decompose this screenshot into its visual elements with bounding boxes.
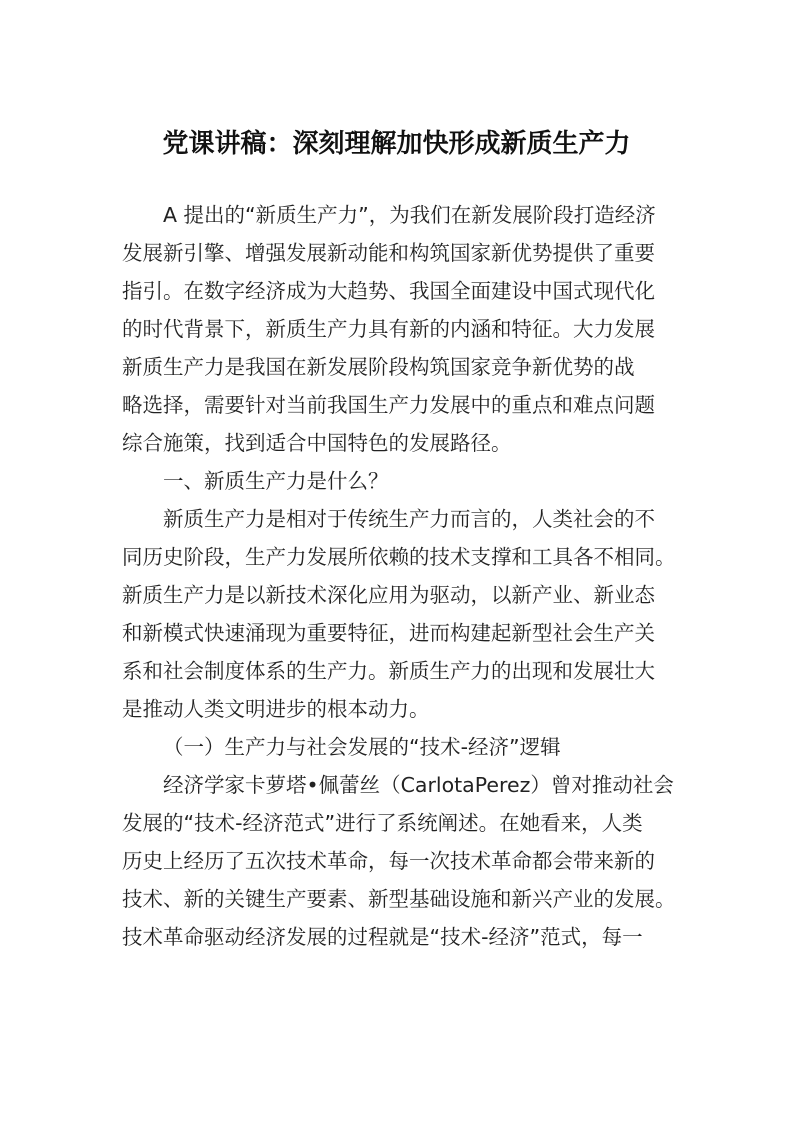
paragraph-line: 综合施策，找到适合中国特色的发展路径。 — [122, 431, 512, 455]
paragraph-line: 历史上经历了五次技术革命，每一次技术革命都会带来新的 — [122, 849, 655, 873]
paragraph-line: 技术、新的关键生产要素、新型基础设施和新兴产业的发展。 — [122, 887, 676, 911]
paragraph-line: 新质生产力是以新技术深化应用为驱动，以新产业、新业态 — [122, 583, 655, 607]
paragraph-line: 系和社会制度体系的生产力。新质生产力的出现和发展壮大 — [122, 659, 655, 683]
paragraph-line: 同历史阶段，生产力发展所依赖的技术支撑和工具各不相同。 — [122, 545, 676, 569]
paragraph-line: 略选择，需要针对当前我国生产力发展中的重点和难点问题 — [122, 393, 655, 417]
paragraph-line: 发展新引擎、增强发展新动能和构筑国家新优势提供了重要 — [122, 241, 655, 265]
paragraph-line: A 提出的“新质生产力”，为我们在新发展阶段打造经济 — [163, 203, 656, 227]
paragraph-line: 发展的“技术-经济范式”进行了系统阐述。在她看来，人类 — [122, 811, 643, 835]
section-heading: 一、新质生产力是什么？ — [163, 469, 389, 493]
subsection-heading: （一）生产力与社会发展的“技术-经济”逻辑 — [163, 735, 561, 759]
paragraph-line: 的时代背景下，新质生产力具有新的内涵和特征。大力发展 — [122, 317, 655, 341]
paragraph-line: 新质生产力是我国在新发展阶段构筑国家竞争新优势的战 — [122, 355, 635, 379]
paragraph-line: 和新模式快速涌现为重要特征，进而构建起新型社会生产关 — [122, 621, 655, 645]
paragraph-line: 技术革命驱动经济发展的过程就是“技术-经济”范式，每一 — [122, 925, 643, 949]
paragraph-line: 经济学家卡萝塔•佩蕾丝（CarlotaPerez）曾对推动社会 — [163, 773, 674, 797]
paragraph-line: 指引。在数字经济成为大趋势、我国全面建设中国式现代化 — [122, 279, 655, 303]
paragraph-line: 是推动人类文明进步的根本动力。 — [122, 697, 430, 721]
paragraph-line: 新质生产力是相对于传统生产力而言的，人类社会的不 — [163, 507, 655, 531]
document-title: 党课讲稿：深刻理解加快形成新质生产力 — [162, 129, 631, 159]
